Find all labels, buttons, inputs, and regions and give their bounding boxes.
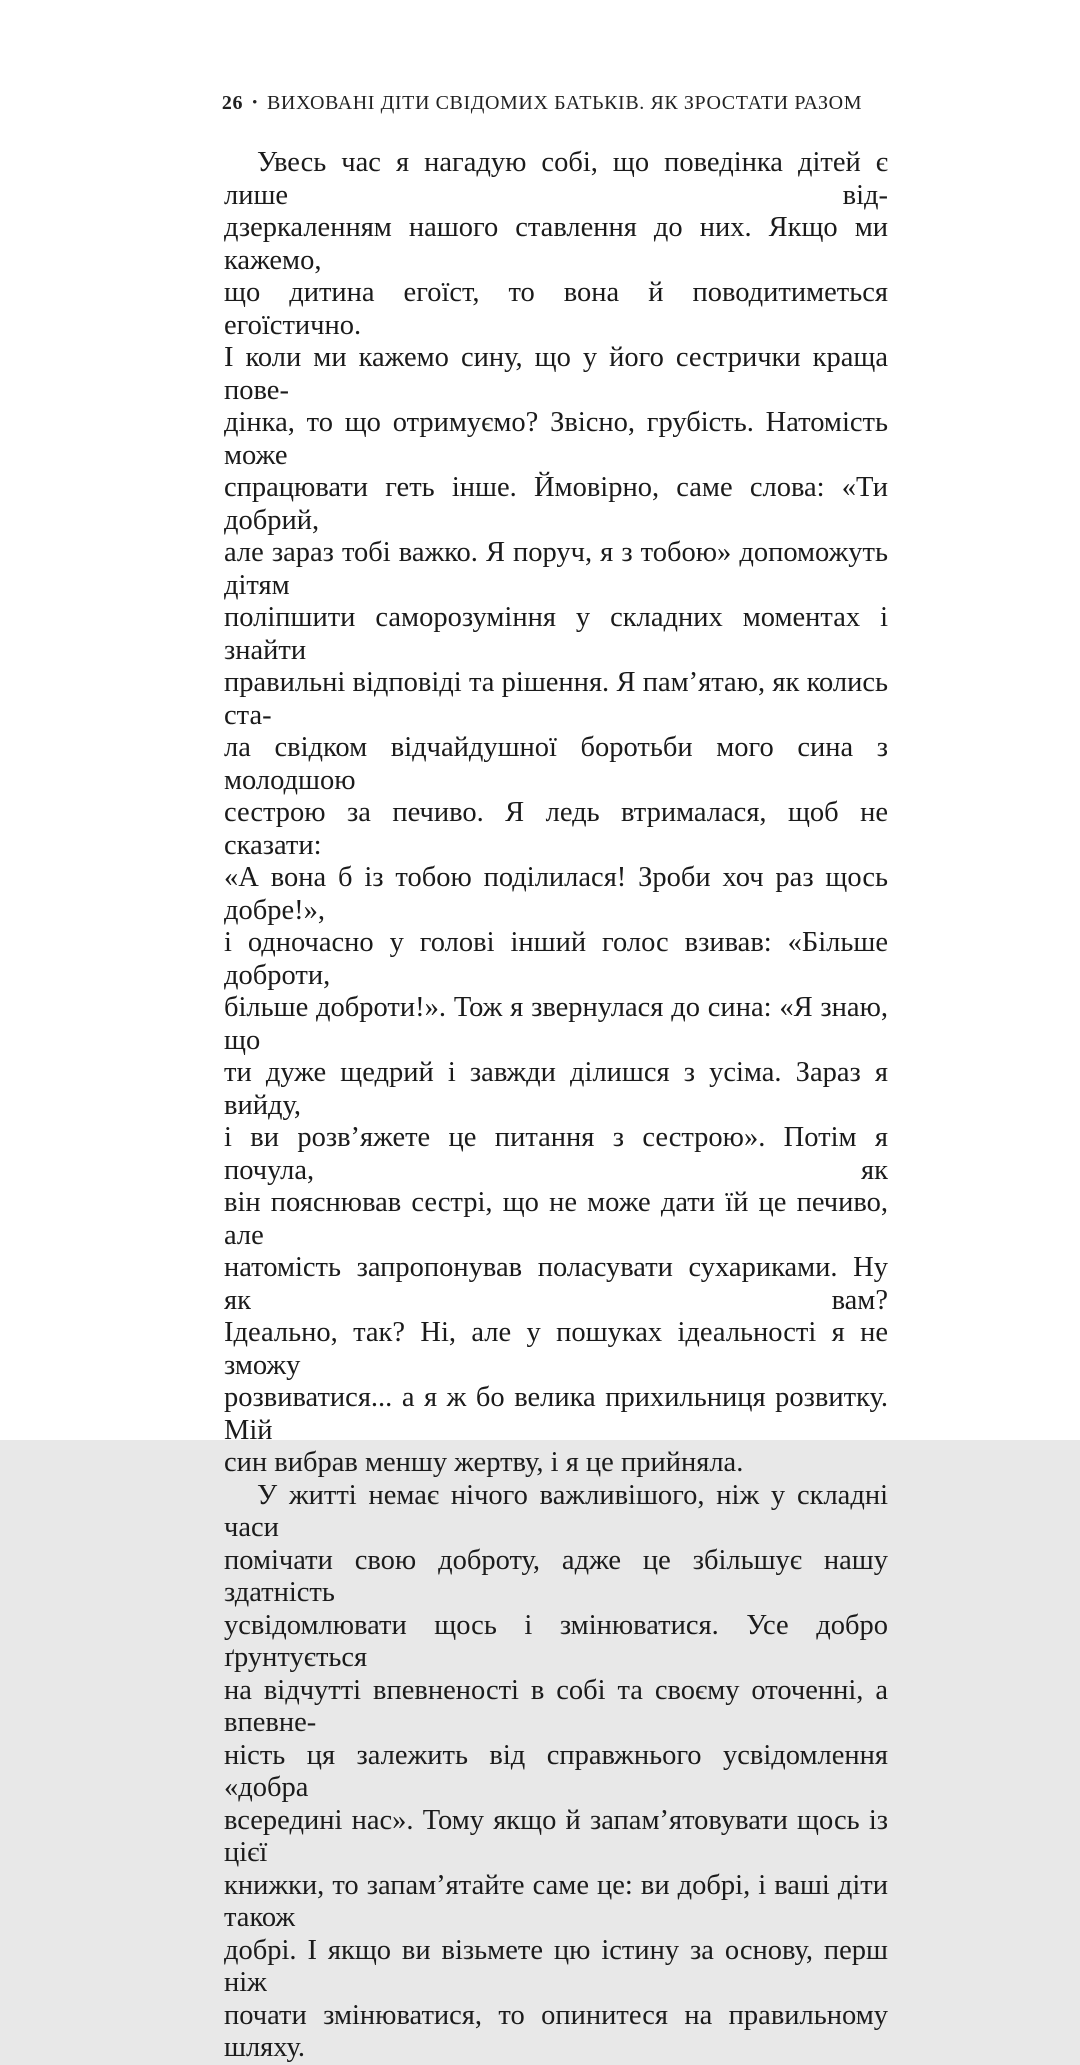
text-line: але зараз тобі важко. Я поруч, я з тобою» допоможуть дітям — [224, 537, 888, 601]
text-line: правильні відповіді та рішення. Я пам’ятаю, як колись ста- — [224, 667, 888, 731]
text-line: усвідомлювати щось і змінюватися. Усе добро ґрунтується — [224, 1609, 888, 1673]
text-line: дзеркаленням нашого ставлення до них. Якщо ми кажемо, — [224, 212, 888, 276]
text-line: І коли ми кажемо сину, що у його сестрички краща пове- — [224, 342, 888, 406]
text-line: що дитина егоїст, то вона й поводитиметься егоїстично. — [224, 277, 888, 341]
text-line: «А вона б із тобою поділилася! Зроби хоч раз щось добре!», — [224, 862, 888, 926]
paragraph — [224, 147, 888, 1480]
text-line: і ви розв’яжете це питання з сестрою». Потім я почула, як — [224, 1122, 888, 1186]
text-line: сестрою за печиво. Я ледь втрималася, щоб не сказати: — [224, 797, 888, 861]
text-line: Увесь час я нагадую собі, що поведінка дітей є лише від- — [224, 147, 888, 211]
text-line: він пояснював сестрі, що не може дати їй це печиво, але — [224, 1187, 888, 1251]
text-line: і одночасно у голові інший голос взивав: «Більше доброти, — [224, 927, 888, 991]
text-line: добрі. І якщо ви візьмете цю істину за основу, перш ніж — [224, 1934, 888, 1998]
page-number: 26 — [221, 92, 244, 114]
text-line: почати змінюватися, то опинитеся на правильному шляху. — [224, 1999, 888, 2063]
text-line: більше доброти!». Тож я звернулася до сина: «Я знаю, що — [224, 992, 888, 1056]
paragraph — [224, 1480, 888, 2065]
text-line: ти дуже щедрий і завжди ділишся з усіма. Зараз я вийду, — [224, 1057, 888, 1121]
text-line: помічати свою доброту, адже це збільшує нашу здатність — [224, 1544, 888, 1608]
bullet-separator: • — [252, 95, 258, 111]
text-line: дінка, то що отримуємо? Звісно, грубість. Натомість може — [224, 407, 888, 471]
text-line: У житті немає нічого важливішого, ніж у складні часи — [224, 1479, 888, 1543]
running-header — [210, 92, 874, 115]
text-line: поліпшити саморозуміння у складних моментах і знайти — [224, 602, 888, 666]
text-line: син вибрав меншу жертву, і я це прийняла. — [224, 1447, 744, 1478]
text-line: ність ця залежить від справжнього усвідомлення «добра — [224, 1739, 888, 1803]
text-line: натомість запропонував поласувати сухариками. Ну як вам? — [224, 1252, 888, 1316]
text-line: ла свідком відчайдушної боротьби мого сина з молодшою — [224, 732, 888, 796]
body-text — [224, 147, 888, 2065]
text-line: Ідеально, так? Ні, але у пошуках ідеальності я не зможу — [224, 1317, 888, 1381]
text-line: всередині нас». Тому якщо й запам’ятовувати щось із цієї — [224, 1804, 888, 1868]
text-line: на відчутті впевненості в собі та своєму оточенні, а впевне- — [224, 1674, 888, 1738]
text-line: спрацювати геть інше. Ймовірно, саме слова: «Ти добрий, — [224, 472, 888, 536]
text-line: розвиватися... а я ж бо велика прихильниця розвитку. Мій — [224, 1382, 888, 1446]
running-title: ВИХОВАНІ ДІТИ СВІДОМИХ БАТЬКІВ. ЯК ЗРОСТАТИ РАЗОМ — [266, 92, 863, 114]
text-line: книжки, то запам’ятайте саме це: ви добрі, і ваші діти також — [224, 1869, 888, 1933]
